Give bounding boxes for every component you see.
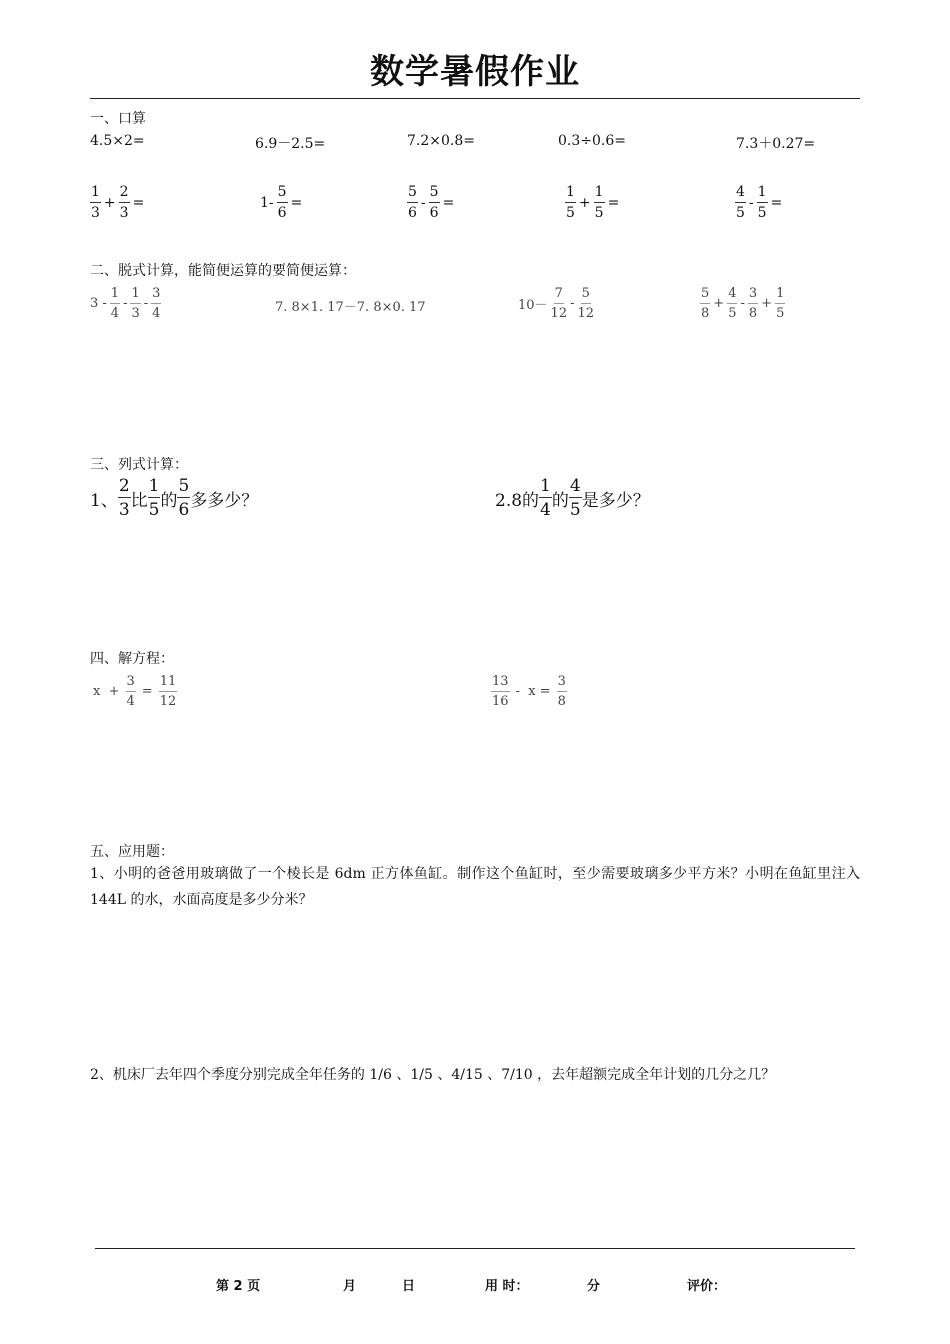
fraction-numerator: 7 (554, 286, 564, 304)
fraction-numerator: 3 (151, 286, 161, 304)
section-5-heading: 五、应用题： (90, 844, 174, 860)
expression-text: - (748, 194, 754, 211)
fraction-denominator: 5 (594, 204, 604, 221)
oral-problem: 4.5×2= (90, 133, 145, 149)
fraction (407, 184, 418, 222)
fraction (429, 184, 440, 222)
fraction (177, 476, 190, 521)
oral-fraction-problem (407, 184, 454, 222)
fraction-numerator: 1 (594, 184, 605, 203)
expression-text: = (290, 194, 303, 211)
expression-text: 7. 8×1. 17－7. 8×0. 17 (275, 299, 426, 315)
fraction (159, 674, 178, 709)
fraction-denominator: 5 (736, 204, 745, 221)
fraction-numerator: 1 (148, 476, 161, 498)
footer-minutes: 分 (587, 1279, 601, 1294)
word-problem-2: 2、机床厂去年四个季度分别完成全年任务的 1/6 、1/5 、4/15 、7/10 ，去年超额完成全年计划的几分之几？ (90, 1067, 776, 1083)
fraction (757, 184, 768, 222)
fraction (119, 184, 130, 222)
fraction-denominator: 12 (550, 305, 568, 321)
expression-text: 比 (130, 490, 148, 511)
fraction (748, 286, 758, 321)
fraction-numerator: 1 (539, 476, 552, 498)
fraction-numerator: 4 (735, 184, 746, 203)
expression-text: + (103, 194, 116, 211)
fraction (110, 286, 120, 321)
fraction-denominator: 5 (757, 204, 767, 221)
footer-month: 月 (343, 1279, 357, 1294)
expression-text: - (123, 296, 128, 312)
fraction (557, 674, 567, 709)
expression-text: 2.8的 (495, 490, 540, 511)
fraction-denominator: 4 (152, 305, 161, 321)
expression-text: = (770, 194, 783, 211)
expression-text: x + (93, 684, 120, 700)
word-problem-1: 1、小明的爸爸用玻璃做了一个棱长是 6dm 正方体鱼缸。制作这个鱼缸时，至少需要玻璃多少平方米？小明在鱼缸里注入 144L 的水，水面高度是多少分米？ (90, 866, 860, 908)
fraction-denominator: 16 (492, 693, 509, 709)
fraction-numerator: 3 (748, 286, 758, 304)
word-calc-problem (495, 476, 650, 521)
equation (491, 674, 567, 709)
calc-problem (518, 286, 594, 321)
footer-day: 日 (402, 1279, 416, 1294)
expression-text: = (607, 194, 620, 211)
fraction-denominator: 3 (131, 305, 140, 321)
expression-text: 1- (260, 194, 274, 211)
fraction (148, 476, 161, 521)
fraction (578, 286, 595, 321)
calc-problem (275, 286, 426, 324)
section-1-heading: 一、口算 (90, 111, 146, 127)
fraction (491, 674, 510, 709)
oral-fraction-problem (735, 184, 782, 222)
fraction-denominator: 12 (577, 305, 595, 321)
fraction-denominator: 5 (776, 305, 785, 321)
expression-text: = (141, 684, 153, 700)
fraction-numerator: 1 (565, 184, 576, 203)
expression-text: 3 - (90, 296, 107, 312)
fraction-numerator: 3 (557, 674, 567, 692)
word-calc-problem (90, 476, 258, 521)
fraction-numerator: 1 (775, 286, 785, 304)
fraction-numerator: 5 (429, 184, 440, 203)
expression-text: - (143, 296, 149, 312)
fraction-numerator: 5 (177, 476, 190, 498)
fraction (565, 184, 576, 222)
equation (93, 674, 177, 709)
fraction-numerator: 4 (727, 286, 737, 304)
fraction-numerator: 13 (491, 674, 510, 692)
fraction-denominator: 8 (557, 693, 566, 709)
fraction (735, 184, 746, 222)
fraction (126, 674, 136, 709)
oral-problem: 7.2×0.8= (407, 133, 475, 149)
fraction-numerator: 2 (119, 184, 130, 203)
oral-problem: 6.9－2.5= (255, 136, 326, 152)
expression-text: + (761, 296, 773, 312)
fraction-denominator: 3 (118, 500, 130, 521)
fraction-numerator: 5 (277, 184, 288, 203)
fraction-numerator: 1 (90, 184, 101, 203)
expression-text: - (740, 296, 745, 312)
fraction-numerator: 11 (159, 674, 178, 692)
footer-divider (95, 1248, 855, 1249)
fraction-denominator: 5 (569, 500, 581, 521)
fraction-denominator: 5 (566, 204, 575, 221)
page-title: 数学暑假作业 (370, 52, 580, 92)
fraction-numerator: 5 (700, 286, 710, 304)
fraction-denominator: 6 (408, 204, 417, 221)
footer-evaluation: 评价： (687, 1279, 727, 1294)
fraction (594, 184, 605, 222)
expression-text: 的 (551, 490, 569, 511)
expression-text: 1、 (90, 490, 118, 511)
fraction-denominator: 12 (159, 693, 177, 709)
oral-fraction-problem (260, 184, 302, 222)
expression-text: - x = (515, 684, 551, 700)
calc-problem (90, 286, 161, 321)
fraction (551, 286, 568, 321)
expression-text: + (578, 194, 591, 211)
fraction (569, 476, 582, 521)
fraction-numerator: 4 (569, 476, 582, 498)
fraction-denominator: 4 (126, 693, 135, 709)
fraction-denominator: 8 (701, 305, 710, 321)
calc-problem (700, 286, 785, 321)
fraction (277, 184, 288, 222)
fraction-numerator: 5 (407, 184, 418, 203)
section-4-heading: 四、解方程： (90, 651, 174, 667)
expression-text: 10－ (518, 298, 548, 314)
fraction (90, 184, 101, 222)
section-2-heading: 二、脱式计算，能简便运算的要简便运算： (90, 263, 356, 279)
fraction-numerator: 3 (126, 674, 136, 692)
expression-text: 是多少？ (581, 490, 650, 511)
title-divider (90, 98, 860, 99)
fraction-denominator: 8 (748, 305, 758, 321)
footer-page-number: 第 2 页 (216, 1279, 261, 1294)
expression-text: - (420, 194, 426, 211)
fraction (539, 476, 552, 521)
oral-fraction-problem (90, 184, 144, 222)
fraction-denominator: 5 (148, 500, 160, 521)
fraction (700, 286, 710, 321)
fraction-denominator: 3 (119, 204, 129, 221)
fraction-denominator: 5 (728, 305, 737, 321)
expression-text: + (713, 296, 725, 312)
oral-fraction-problem (565, 184, 619, 222)
fraction (727, 286, 737, 321)
fraction-denominator: 4 (540, 500, 551, 521)
fraction (130, 286, 140, 321)
section-3-heading: 三、列式计算： (90, 457, 188, 473)
fraction-numerator: 1 (110, 286, 120, 304)
fraction-denominator: 6 (277, 204, 287, 221)
fraction-numerator: 2 (118, 476, 131, 498)
expression-text: - (570, 296, 575, 312)
oral-problem: 0.3÷0.6= (558, 133, 626, 149)
fraction-denominator: 4 (110, 305, 120, 321)
fraction-denominator: 6 (178, 500, 190, 521)
fraction-denominator: 3 (91, 204, 100, 221)
fraction-numerator: 5 (581, 286, 591, 304)
fraction (775, 286, 785, 321)
fraction-denominator: 6 (429, 204, 439, 221)
footer-time-used: 用 时： (485, 1279, 529, 1294)
fraction (118, 476, 131, 521)
expression-text: = (132, 194, 145, 211)
expression-text: 多多少？ (190, 490, 259, 511)
oral-problem: 7.3＋0.27= (736, 136, 816, 152)
fraction-numerator: 1 (757, 184, 768, 203)
fraction-numerator: 1 (130, 286, 140, 304)
fraction (151, 286, 161, 321)
expression-text: = (442, 194, 455, 211)
expression-text: 的 (160, 490, 178, 511)
